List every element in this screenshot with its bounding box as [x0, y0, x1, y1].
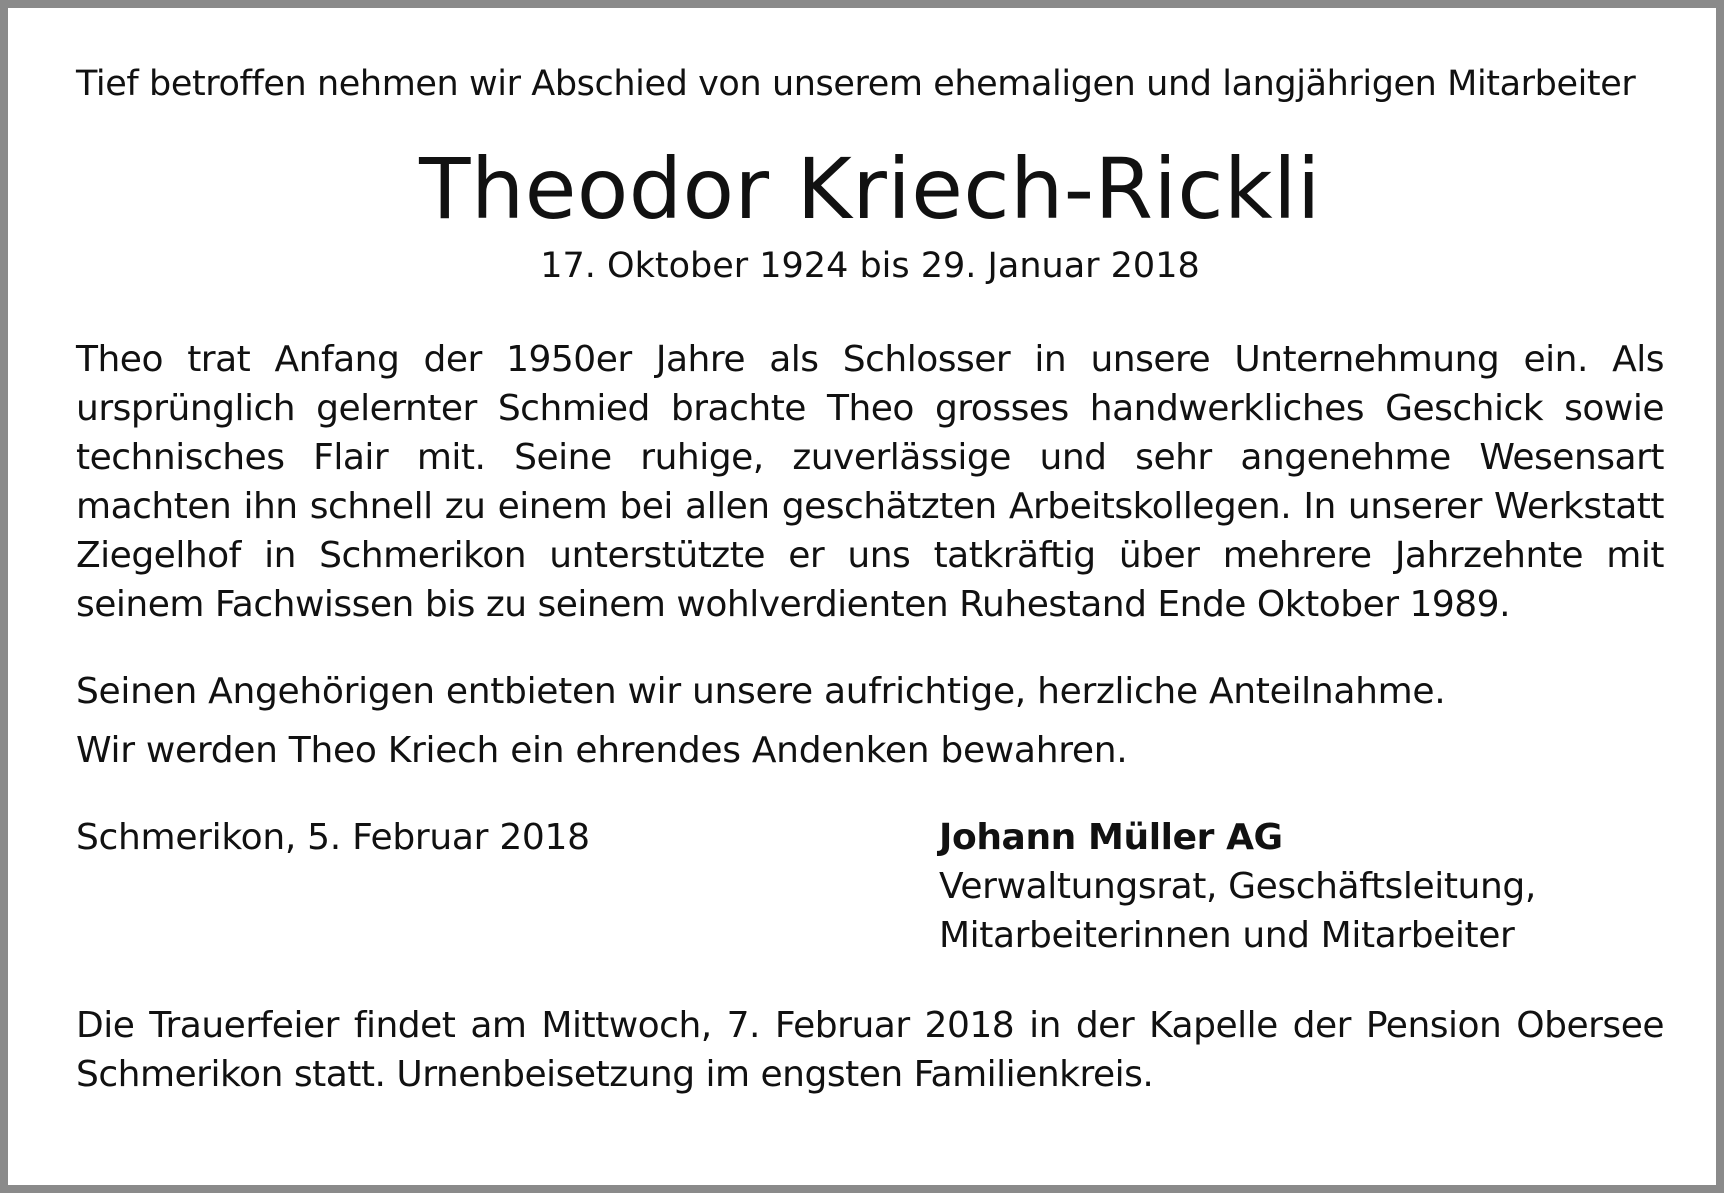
life-dates: 17. Oktober 1924 bis 29. Januar 2018: [540, 246, 1200, 287]
memory-line: Wir werden Theo Kriech ein ehrendes Andenken bewahren.: [76, 730, 1128, 772]
company-name: Johann Müller AG: [939, 817, 1283, 859]
condolence-line: Seinen Angehörigen entbieten wir unsere aufrichtige, herzliche Anteilnahme.: [76, 671, 1446, 713]
signature-row: [76, 813, 1664, 963]
service-info: Die Trauerfeier findet am Mittwoch, 7. Februar 2018 in der Kapelle der Pension Obersee Schmerikon statt. Urnenbeisetzung im engsten Familienkreis.: [76, 1005, 1664, 1096]
tribute-paragraph: Theo trat Anfang der 1950er Jahre als Schlosser in unsere Unternehmung ein. Als ursprünglich gelernter Schmied brachte Theo grosses handwerkliches Geschick sowie technisches Flair mit. Seine ruhige, zuverlässige und sehr angenehme Wesensart machten ihn schnell zu einem bei allen geschätzten Arbeitskollegen. In unserer Werkstatt Ziegelhof in Schmerikon unterstützte er uns tatkräftig über mehrere Jahrzehnte mit seinem Fachwissen bis zu seinem wohlverdienten Ruhestand Ende Oktober 1989.: [76, 339, 1664, 626]
signature-line-2: Mitarbeiterinnen und Mitarbeiter: [939, 915, 1515, 957]
place-date: Schmerikon, 5. Februar 2018: [76, 817, 590, 859]
deceased-name: Theodor Kriech-Rickli: [419, 139, 1321, 238]
signature-block: [939, 813, 1536, 960]
intro-line: Tief betroffen nehmen wir Abschied von unserem ehemaligen und langjährigen Mitarbeiter: [76, 64, 1636, 104]
obituary-content: [76, 63, 1664, 1099]
signature-line-1: Verwaltungsrat, Geschäftsleitung,: [939, 866, 1536, 908]
